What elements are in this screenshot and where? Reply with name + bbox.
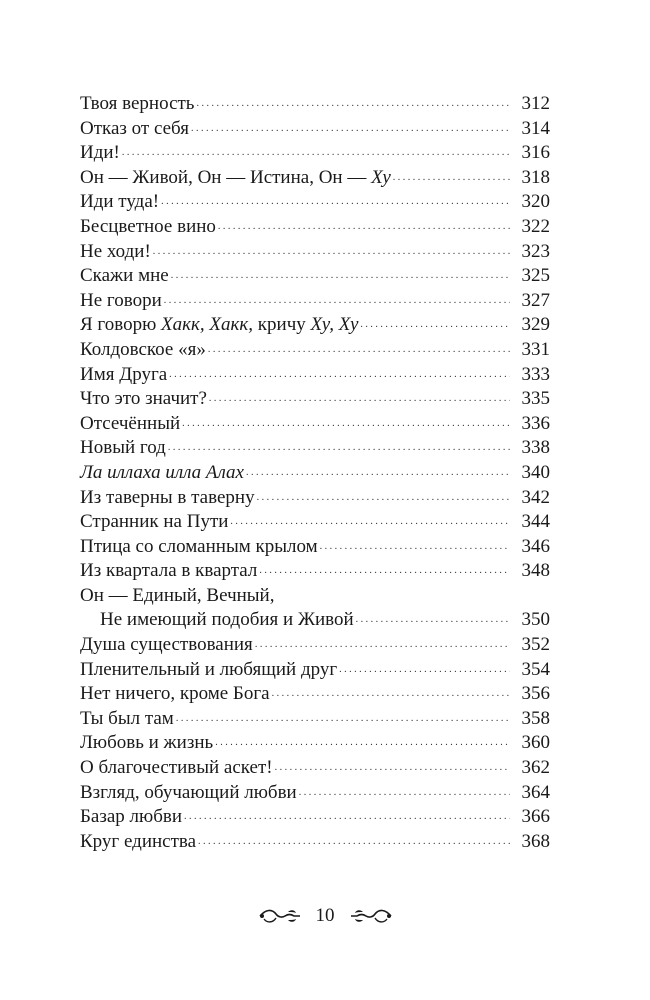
- toc-entry-title-part: Имя Друга: [80, 363, 168, 385]
- toc-entry-title-part: Твоя верность: [80, 93, 195, 114]
- toc-entry-title-part: Не имеющий подобия и Живой: [100, 609, 354, 631]
- toc-leader-dots: [218, 212, 510, 240]
- toc-leader-dots: [360, 310, 510, 338]
- toc-entry-page-number: 366: [521, 806, 550, 828]
- table-of-contents: [80, 92, 550, 854]
- toc-entry-title-part: Базар любви: [80, 806, 183, 828]
- toc-entry-page-number: 368: [521, 830, 550, 852]
- toc-entry-page-number: 354: [521, 658, 550, 680]
- toc-entry-page-number: 348: [521, 560, 550, 582]
- toc-entry-page-number: 338: [521, 437, 550, 459]
- toc-entry-page-number: 340: [521, 461, 550, 483]
- toc-entry: [80, 559, 550, 584]
- toc-entry-title: [80, 510, 228, 535]
- toc-entry-title-part: Не говори: [80, 289, 162, 311]
- toc-entry-page-number: 325: [521, 265, 550, 287]
- toc-leader-dots: [208, 335, 510, 363]
- toc-leader-dots: [168, 433, 510, 461]
- toc-leader-dots: [122, 138, 510, 166]
- toc-entry-page-number: 312: [521, 93, 550, 114]
- toc-entry-page-number: 352: [521, 634, 550, 656]
- toc-entry-title-part: Ты был там: [80, 707, 174, 729]
- toc-leader-dots: [275, 753, 510, 781]
- toc-entry-page-number: 329: [521, 314, 550, 336]
- page-footer: [0, 905, 650, 927]
- toc-leader-dots: [182, 409, 510, 437]
- toc-entry-title: [80, 461, 244, 486]
- toc-entry-title-part: Иди!: [80, 142, 120, 164]
- toc-entry-title-part: Ху: [371, 166, 391, 188]
- toc-entry-page-number: 335: [521, 388, 550, 410]
- toc-entry-title: [80, 141, 120, 166]
- toc-entry-title: [80, 559, 257, 584]
- toc-leader-dots: [164, 286, 510, 314]
- toc-entry-title-part: Новый год: [80, 437, 166, 459]
- toc-entry-title: [80, 240, 151, 265]
- toc-entry-title-part: Ху, Ху: [310, 314, 359, 336]
- toc-entry-title-part: Скажи мне: [80, 265, 169, 287]
- toc-entry: [80, 830, 550, 855]
- toc-leader-dots: [246, 458, 510, 486]
- toc-entry-page-number: 318: [521, 166, 550, 188]
- toc-leader-dots: [153, 237, 510, 265]
- toc-entry-title-part: Что это значит?: [80, 388, 207, 410]
- toc-leader-dots: [196, 89, 510, 117]
- toc-leader-dots: [171, 261, 510, 289]
- toc-entry-title-part: Хакк, Хакк,: [161, 314, 254, 336]
- toc-entry-page-number: 323: [521, 240, 550, 262]
- toc-entry-title-part: Колдовское «я»: [80, 338, 206, 360]
- toc-leader-dots: [215, 728, 510, 756]
- toc-leader-dots: [230, 507, 510, 535]
- toc-entry-page-number: 322: [521, 215, 550, 237]
- toc-entry-title-part: Я говорю: [80, 314, 162, 336]
- toc-entry-page-number: 350: [521, 609, 550, 631]
- toc-entry-page-number: 344: [521, 511, 550, 533]
- toc-entry-title: [80, 92, 194, 117]
- toc-entry-title: [80, 805, 182, 830]
- toc-entry-title-part: Пленительный и любящий друг: [80, 658, 338, 680]
- toc-entry-title-part: Отказ от себя: [80, 117, 189, 139]
- toc-entry-title-part: кричу: [253, 314, 311, 336]
- toc-entry-title: [80, 436, 166, 461]
- toc-entry-title-part: Из таверны в таверну: [80, 486, 255, 508]
- toc-entry-page-number: 327: [521, 289, 550, 311]
- toc-entry-title-part: Не ходи!: [80, 240, 151, 262]
- toc-entry-title: [80, 756, 273, 781]
- toc-leader-dots: [393, 163, 510, 191]
- toc-entry-title: [80, 289, 162, 314]
- toc-entry-page-number: 364: [521, 781, 550, 803]
- toc-entry-title: [80, 190, 159, 215]
- toc-entry-title-part: Бесцветное вино: [80, 215, 216, 237]
- toc-entry-title-part: О благочестивый аскет!: [80, 757, 273, 779]
- toc-entry-page-number: 342: [521, 486, 550, 508]
- toc-entry-title-part: Он — Единый, Вечный,: [80, 584, 275, 606]
- toc-leader-dots: [339, 655, 510, 683]
- toc-leader-dots: [191, 114, 510, 142]
- toc-entry-title-part: Круг единства: [80, 830, 197, 852]
- toc-entry-page-number: 331: [521, 338, 550, 360]
- toc-entry-page-number: 320: [521, 191, 550, 213]
- toc-leader-dots: [257, 483, 510, 511]
- toc-entry-title-part: Он — Живой, Он — Истина, Он —: [80, 166, 372, 188]
- toc-entry-title: [80, 486, 255, 511]
- toc-entry-page-number: 356: [521, 683, 550, 705]
- toc-entry-page-number: 314: [521, 117, 550, 139]
- toc-leader-dots: [198, 827, 510, 855]
- toc-leader-dots: [184, 802, 510, 830]
- toc-leader-dots: [169, 360, 510, 388]
- toc-leader-dots: [209, 384, 510, 412]
- toc-entry-page-number: 316: [521, 142, 550, 164]
- toc-leader-dots: [272, 679, 510, 707]
- toc-entry-title-part: Любовь и жизнь: [80, 732, 214, 754]
- toc-entry-title-part: Из квартала в квартал: [80, 560, 258, 582]
- toc-leader-dots: [320, 532, 510, 560]
- toc-entry-page-number: 362: [521, 757, 550, 779]
- toc-leader-dots: [299, 778, 510, 806]
- toc-entry-title-part: Отсечённый: [80, 412, 181, 434]
- toc-leader-dots: [356, 605, 510, 633]
- toc-entry-title: [80, 363, 167, 388]
- toc-entry-page-number: 358: [521, 707, 550, 729]
- toc-entry-title: [80, 264, 169, 289]
- toc-entry-title: [80, 633, 253, 658]
- toc-entry-title: [80, 584, 274, 609]
- toc-entry-title-part: Птица со сломанным крылом: [80, 535, 318, 557]
- toc-leader-dots: [259, 556, 510, 584]
- toc-entry-title: [80, 707, 174, 732]
- toc-entry-page-number: 333: [521, 363, 550, 385]
- toc-entry-title: [80, 412, 180, 437]
- left-flourish-ornament-icon: [258, 907, 302, 925]
- toc-entry-page-number: 360: [521, 732, 550, 754]
- toc-entry-title-part: Иди туда!: [80, 191, 160, 213]
- right-flourish-ornament-icon: [349, 907, 393, 925]
- page-number: 10: [315, 905, 335, 926]
- toc-entry-title-part: Ла иллаха илла Алах: [80, 461, 244, 483]
- toc-entry-title-part: Странник на Пути: [80, 511, 229, 533]
- toc-entry-page-number: 336: [521, 412, 550, 434]
- toc-entry-title: [80, 731, 213, 756]
- toc-entry-title-part: Душа существования: [80, 634, 253, 656]
- toc-entry-title-part: Взгляд, обучающий любви: [80, 781, 297, 803]
- toc-entry-title: [80, 830, 196, 855]
- toc-leader-dots: [255, 630, 510, 658]
- toc-leader-dots: [176, 704, 510, 732]
- toc-leader-dots: [161, 187, 510, 215]
- toc-entry-page-number: 346: [521, 535, 550, 557]
- toc-entry-title-part: Нет ничего, кроме Бога: [80, 683, 270, 705]
